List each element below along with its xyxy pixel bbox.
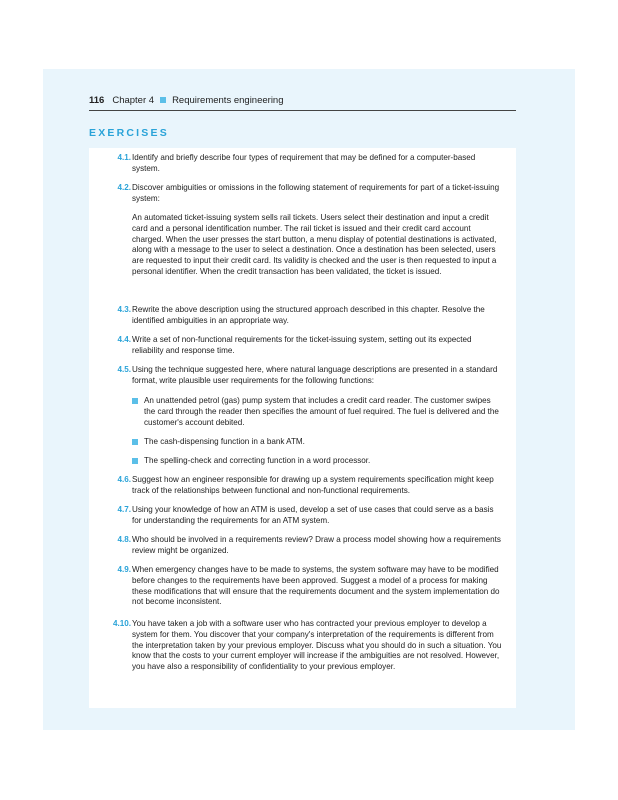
square-bullet-icon [132,458,138,464]
exercise-text: When emergency changes have to be made to systems, the system software may have to be modified before changes to the requirements have been approved. Suggest a model of a process for making these modifications that will ensure that the requirements document and the system implementation do not become inconsistent. [132,565,500,607]
exercise-number: 4.9. [117,565,131,574]
exercise-item [89,335,516,357]
exercise-item [89,365,516,387]
exercise-number: 4.6. [117,475,131,484]
exercise-number: 4.3. [117,305,131,314]
running-header [89,95,516,109]
exercise-text: Rewrite the above description using the structured approach described in this chapter. Resolve the identified ambiguities in an appropriate way. [132,305,485,325]
exercise-text: Using your knowledge of how an ATM is used, develop a set of use cases that could serve as a basis for understanding the requirements for an ATM system. [132,505,494,525]
exercise-item [89,183,516,205]
exercise-item [89,475,516,497]
page-number: 116 [89,95,105,106]
exercise-text: Suggest how an engineer responsible for drawing up a system requirements specification might keep track of the relationships between functional and non-functional requirements. [132,475,494,495]
exercise-paragraph: An automated ticket-issuing system sells rail tickets. Users select their destination and input a credit card and a personal identification number. The rail ticket is issued and their credit card account charged. When the user presses the start button, a menu display of potential destinations is activated, along with a message to the user to select a destination. Once a destination has been selected, users are requested to input their credit card. Its validity is checked and the user is then requested to input a personal identifier. When the credit transaction has been validated, the ticket is issued. [132,213,497,276]
exercise-item [89,153,516,175]
exercise-number: 4.8. [117,535,131,544]
exercise-list [89,148,516,708]
exercise-number: 4.2. [117,183,131,192]
square-bullet-icon [160,97,166,103]
chapter-title: Requirements engineering [172,95,284,106]
exercise-item [89,505,516,527]
exercise-text: Identify and briefly describe four types of requirement that may be defined for a computer-based system. [132,153,476,173]
list-item [132,396,504,428]
exercise-number: 4.10. [112,619,131,628]
exercise-text: Who should be involved in a requirements review? Draw a process model showing how a requirements review might be organized. [132,535,501,555]
exercise-text: You have taken a job with a software user who has contracted your previous employer to develop a system for them. You discover that your company's interpretation of the requirements is different from the interpretation taken by your previous employer. Discuss what you should do in such a situation. You know that the costs to your current employer will increase if the ambiguities are not resolved. However, you have also a responsibility of confidentiality to your previous employer. [132,619,502,672]
square-bullet-icon [132,398,138,404]
section-title: EXERCISES [89,127,169,139]
header-rule [89,110,516,111]
list-item [132,437,504,448]
exercise-text: Using the technique suggested here, where natural language descriptions are presented in a standard format, write plausible user requirements for the following functions: [132,365,498,385]
chapter-label: Chapter 4 [112,95,155,106]
exercise-number: 4.4. [117,335,131,344]
exercise-number: 4.1. [117,153,131,162]
square-bullet-icon [132,439,138,445]
bullet-text: An unattended petrol (gas) pump system that includes a credit card reader. The customer swipes the card through the reader then specifies the amount of fuel required. The fuel is delivered and the customer's account debited. [144,396,499,427]
exercise-item [89,619,516,673]
exercise-item [89,565,516,608]
exercise-number: 4.7. [117,505,131,514]
bullet-text: The spelling-check and correcting function in a word processor. [144,456,371,465]
exercise-item [89,305,516,327]
exercise-text: Discover ambiguities or omissions in the following statement of requirements for part of a ticket-issuing system: [132,183,500,203]
list-item [132,456,504,467]
bullet-text: The cash-dispensing function in a bank ATM. [144,437,305,446]
exercise-item [89,535,516,557]
exercise-number: 4.5. [117,365,131,374]
exercise-text: Write a set of non-functional requirements for the ticket-issuing system, setting out its expected reliability and response time. [132,335,472,355]
exercise-quote [89,213,516,278]
